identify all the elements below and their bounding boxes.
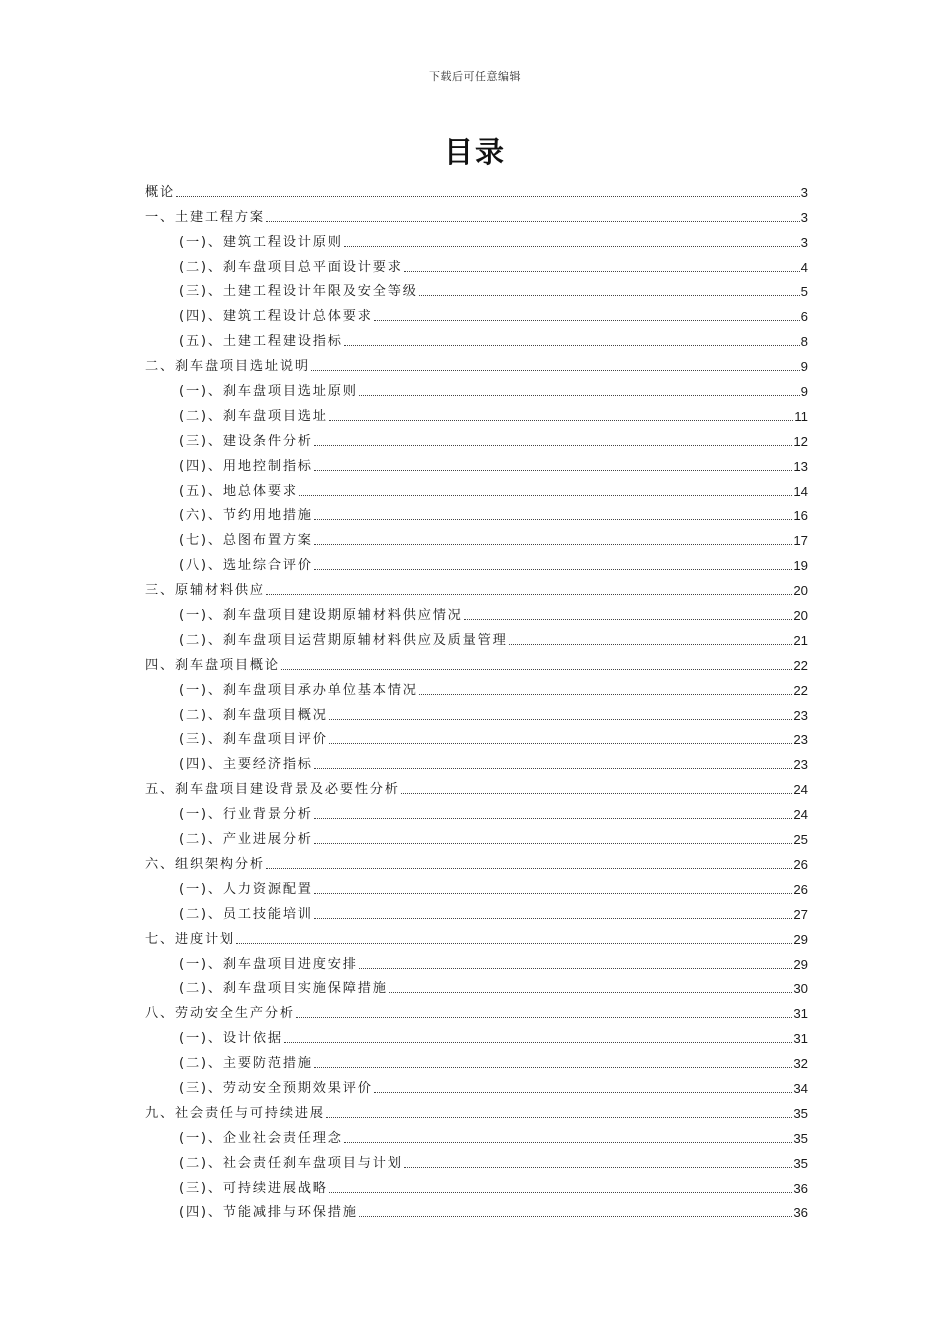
toc-chapter-entry[interactable]: [145, 923, 808, 948]
toc-entry-page-number: 22: [793, 682, 808, 698]
toc-section-entry[interactable]: [145, 276, 808, 301]
toc-entry-page-number: 32: [793, 1056, 808, 1072]
toc-section-entry[interactable]: [145, 1172, 808, 1197]
toc-entry-label: (四)、建筑工程设计总体要求: [179, 309, 373, 325]
toc-entry-page-number: 16: [793, 508, 808, 524]
dot-leader: [419, 694, 793, 695]
dot-leader: [236, 943, 792, 944]
dot-leader: [329, 1192, 793, 1193]
toc-section-entry[interactable]: [145, 1197, 808, 1222]
dot-leader: [314, 470, 793, 471]
toc-entry-page-number: 24: [793, 807, 808, 823]
toc-entry-label: 三、原辅材料供应: [145, 583, 265, 599]
dot-leader: [314, 768, 793, 769]
dot-leader: [359, 968, 793, 969]
toc-entry-page-number: 13: [793, 458, 808, 474]
toc-section-entry[interactable]: [145, 898, 808, 923]
toc-section-entry[interactable]: [145, 1147, 808, 1172]
toc-section-entry[interactable]: [145, 973, 808, 998]
dot-leader: [314, 818, 793, 819]
toc-section-entry[interactable]: [145, 674, 808, 699]
toc-section-entry[interactable]: [145, 873, 808, 898]
toc-entry-label: (五)、土建工程建设指标: [179, 334, 343, 350]
toc-entry-page-number: 25: [793, 832, 808, 848]
toc-entry-label: (三)、可持续进展战略: [179, 1180, 328, 1196]
toc-entry-page-number: 5: [800, 284, 808, 300]
toc-entry-page-number: 24: [793, 782, 808, 798]
toc-chapter-entry[interactable]: [145, 997, 808, 1022]
toc-entry-label: (一)、刹车盘项目选址原则: [179, 384, 358, 400]
toc-entry-label: (一)、刹车盘项目建设期原辅材料供应情况: [179, 608, 463, 624]
toc-entry-page-number: 22: [793, 657, 808, 673]
toc-entry-page-number: 20: [793, 583, 808, 599]
toc-chapter-entry[interactable]: [145, 773, 808, 798]
toc-entry-label: (一)、行业背景分析: [179, 807, 313, 823]
dot-leader: [509, 644, 793, 645]
dot-leader: [314, 843, 793, 844]
toc-entry-label: (二)、产业进展分析: [179, 832, 313, 848]
toc-entry-page-number: 21: [793, 632, 808, 648]
toc-section-entry[interactable]: [145, 724, 808, 749]
toc-section-entry[interactable]: [145, 823, 808, 848]
dot-leader: [329, 743, 793, 744]
dot-leader: [389, 992, 793, 993]
table-of-contents: [145, 176, 808, 1221]
dot-leader: [314, 445, 793, 446]
toc-entry-label: (二)、刹车盘项目总平面设计要求: [179, 259, 403, 275]
toc-entry-page-number: 17: [793, 533, 808, 549]
toc-entry-page-number: 23: [793, 707, 808, 723]
toc-section-entry[interactable]: [145, 400, 808, 425]
toc-entry-page-number: 14: [793, 483, 808, 499]
toc-entry-page-number: 26: [793, 881, 808, 897]
toc-entry-label: 概论: [145, 184, 175, 200]
dot-leader: [464, 619, 793, 620]
toc-entry-label: 五、刹车盘项目建设背景及必要性分析: [145, 782, 400, 798]
toc-section-entry[interactable]: [145, 1047, 808, 1072]
dot-leader: [359, 395, 800, 396]
toc-entry-label: (一)、企业社会责任理念: [179, 1130, 343, 1146]
dot-leader: [401, 793, 793, 794]
toc-entry-label: (一)、刹车盘项目承办单位基本情况: [179, 682, 418, 698]
toc-section-entry[interactable]: [145, 624, 808, 649]
toc-entry-page-number: 27: [793, 906, 808, 922]
toc-section-entry[interactable]: [145, 948, 808, 973]
dot-leader: [266, 594, 792, 595]
toc-section-entry[interactable]: [145, 450, 808, 475]
toc-entry-page-number: 34: [793, 1080, 808, 1096]
dot-leader: [326, 1117, 792, 1118]
toc-entry-label: (三)、劳动安全预期效果评价: [179, 1080, 373, 1096]
dot-leader: [344, 345, 800, 346]
dot-leader: [344, 1142, 793, 1143]
toc-entry-label: 七、进度计划: [145, 931, 235, 947]
toc-entry-label: (一)、刹车盘项目进度安排: [179, 956, 358, 972]
toc-chapter-entry[interactable]: [145, 350, 808, 375]
toc-entry-label: 一、土建工程方案: [145, 209, 265, 225]
toc-section-entry[interactable]: [145, 475, 808, 500]
toc-section-entry[interactable]: [145, 699, 808, 724]
toc-entry-label: (一)、设计依据: [179, 1031, 283, 1047]
dot-leader: [404, 271, 800, 272]
dot-leader: [314, 544, 793, 545]
toc-entry-label: (三)、刹车盘项目评价: [179, 732, 328, 748]
toc-entry-label: 四、刹车盘项目概论: [145, 657, 280, 673]
dot-leader: [314, 519, 793, 520]
toc-entry-label: (四)、节能减排与环保措施: [179, 1205, 358, 1221]
dot-leader: [374, 320, 800, 321]
dot-leader: [266, 868, 792, 869]
dot-leader: [314, 893, 793, 894]
toc-section-entry[interactable]: [145, 1122, 808, 1147]
toc-entry-label: 九、社会责任与可持续进展: [145, 1105, 325, 1121]
dot-leader: [314, 918, 793, 919]
toc-entry-page-number: 23: [793, 757, 808, 773]
toc-entry-page-number: 36: [793, 1180, 808, 1196]
dot-leader: [266, 221, 800, 222]
toc-chapter-entry[interactable]: [145, 649, 808, 674]
toc-section-entry[interactable]: [145, 798, 808, 823]
toc-section-entry[interactable]: [145, 599, 808, 624]
toc-entry-page-number: 35: [793, 1105, 808, 1121]
toc-entry-label: 六、组织架构分析: [145, 856, 265, 872]
dot-leader: [311, 370, 800, 371]
toc-entry-page-number: 35: [793, 1130, 808, 1146]
toc-entry-page-number: 19: [793, 558, 808, 574]
dot-leader: [296, 1017, 792, 1018]
toc-entry-page-number: 26: [793, 856, 808, 872]
toc-entry-label: (四)、用地控制指标: [179, 458, 313, 474]
toc-entry-page-number: 36: [793, 1205, 808, 1221]
dot-leader: [314, 569, 793, 570]
toc-entry-page-number: 29: [793, 956, 808, 972]
header-note: 下载后可任意编辑: [429, 70, 521, 83]
toc-entry-label: (三)、土建工程设计年限及安全等级: [179, 284, 418, 300]
toc-section-entry[interactable]: [145, 549, 808, 574]
toc-entry-page-number: 3: [800, 184, 808, 200]
toc-entry-label: (四)、主要经济指标: [179, 757, 313, 773]
toc-section-entry[interactable]: [145, 300, 808, 325]
toc-entry-page-number: 3: [800, 209, 808, 225]
toc-section-entry[interactable]: [145, 500, 808, 525]
dot-leader: [314, 1067, 793, 1068]
toc-section-entry[interactable]: [145, 748, 808, 773]
toc-chapter-entry[interactable]: [145, 574, 808, 599]
toc-entry-label: (二)、刹车盘项目运营期原辅材料供应及质量管理: [179, 632, 508, 648]
toc-chapter-entry[interactable]: [145, 201, 808, 226]
toc-chapter-entry[interactable]: [145, 176, 808, 201]
toc-entry-page-number: 30: [793, 981, 808, 997]
toc-entry-label: (八)、选址综合评价: [179, 558, 313, 574]
toc-entry-page-number: 31: [793, 1006, 808, 1022]
toc-entry-page-number: 11: [794, 408, 808, 424]
toc-entry-page-number: 9: [800, 359, 808, 375]
toc-entry-label: (二)、员工技能培训: [179, 906, 313, 922]
toc-entry-label: (二)、刹车盘项目概况: [179, 707, 328, 723]
toc-section-entry[interactable]: [145, 325, 808, 350]
toc-section-entry[interactable]: [145, 1022, 808, 1047]
toc-title: 目录: [443, 135, 506, 169]
toc-entry-page-number: 3: [800, 234, 808, 250]
toc-entry-label: (一)、人力资源配置: [179, 881, 313, 897]
dot-leader: [359, 1216, 793, 1217]
toc-entry-page-number: 31: [793, 1031, 808, 1047]
toc-entry-label: (六)、节约用地措施: [179, 508, 313, 524]
toc-entry-page-number: 23: [793, 732, 808, 748]
toc-entry-label: (二)、社会责任刹车盘项目与计划: [179, 1155, 403, 1171]
dot-leader: [404, 1167, 793, 1168]
toc-entry-page-number: 29: [793, 931, 808, 947]
toc-entry-label: (二)、刹车盘项目实施保障措施: [179, 981, 388, 997]
toc-chapter-entry[interactable]: [145, 848, 808, 873]
toc-entry-label: (七)、总图布置方案: [179, 533, 313, 549]
dot-leader: [299, 495, 793, 496]
toc-entry-label: (二)、刹车盘项目选址: [179, 408, 328, 424]
toc-section-entry[interactable]: [145, 1072, 808, 1097]
dot-leader: [281, 669, 792, 670]
dot-leader: [176, 196, 800, 197]
toc-section-entry[interactable]: [145, 425, 808, 450]
dot-leader: [344, 246, 800, 247]
toc-entry-page-number: 4: [800, 259, 808, 275]
toc-section-entry[interactable]: [145, 375, 808, 400]
dot-leader: [374, 1092, 793, 1093]
dot-leader: [329, 719, 793, 720]
toc-section-entry[interactable]: [145, 524, 808, 549]
toc-entry-page-number: 12: [793, 433, 808, 449]
toc-entry-page-number: 20: [793, 608, 808, 624]
dot-leader: [284, 1042, 793, 1043]
toc-entry-label: (三)、建设条件分析: [179, 433, 313, 449]
toc-entry-label: 二、刹车盘项目选址说明: [145, 359, 310, 375]
toc-entry-label: (五)、地总体要求: [179, 483, 298, 499]
toc-entry-page-number: 35: [793, 1155, 808, 1171]
toc-chapter-entry[interactable]: [145, 1097, 808, 1122]
toc-entry-page-number: 6: [800, 309, 808, 325]
toc-entry-page-number: 9: [800, 384, 808, 400]
toc-entry-label: 八、劳动安全生产分析: [145, 1006, 295, 1022]
toc-entry-label: (一)、建筑工程设计原则: [179, 234, 343, 250]
toc-entry-page-number: 8: [800, 334, 808, 350]
dot-leader: [419, 295, 800, 296]
toc-section-entry[interactable]: [145, 251, 808, 276]
toc-section-entry[interactable]: [145, 226, 808, 251]
dot-leader: [329, 420, 794, 421]
toc-entry-label: (二)、主要防范措施: [179, 1056, 313, 1072]
